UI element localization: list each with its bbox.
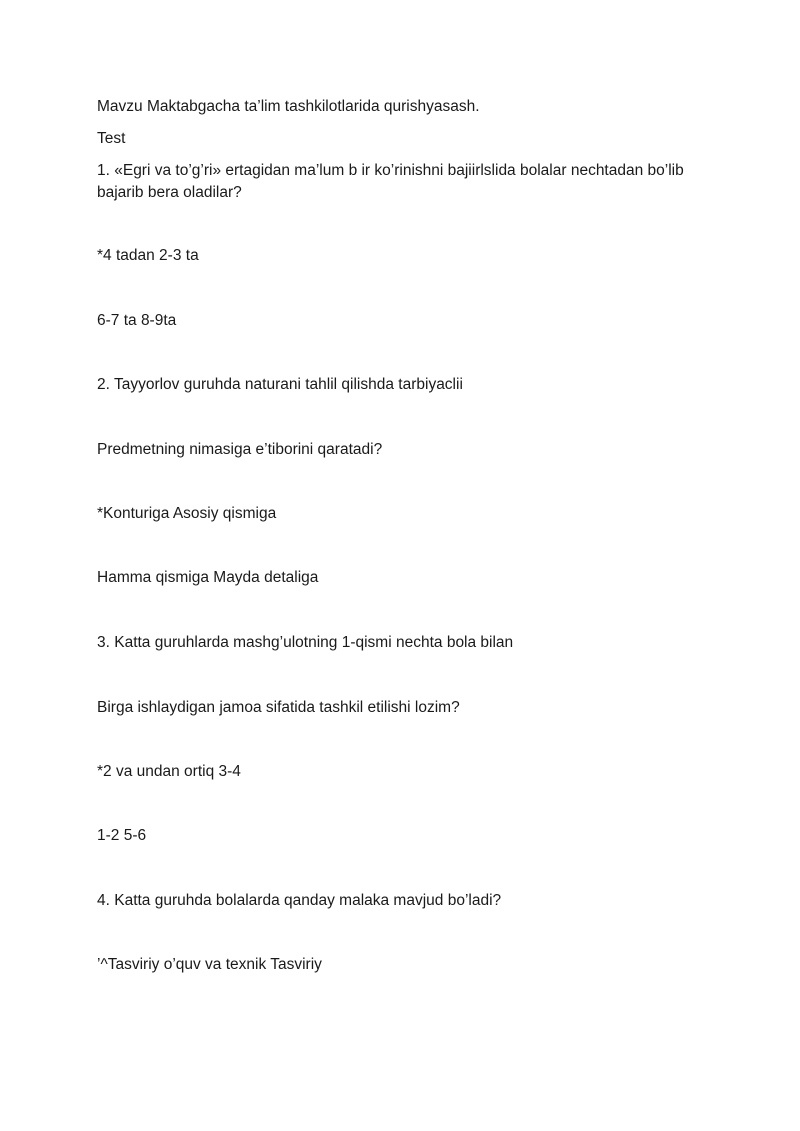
answer-line: 1-2 5-6 xyxy=(97,827,147,844)
answer-line: ’^Tasviriy o’quv va texnik Tasviriy xyxy=(97,956,322,973)
question-line: Predmetning nimasiga e’tiborini qaratadi? xyxy=(97,441,383,458)
document-title: Mavzu Maktabgacha ta’lim tashkilotlarida qurishyasash. xyxy=(97,98,480,115)
answer-line: Hamma qismiga Mayda detaliga xyxy=(97,569,319,586)
question-2: 2. Tayyorlov guruhda naturani tahlil qilishda tarbiyaclii xyxy=(97,376,463,393)
question-3: 3. Katta guruhlarda mashg’ulotning 1-qismi nechta bola bilan xyxy=(97,634,514,651)
question-1: 1. «Egri va to’g’ri» ertagidan ma’lum b ir ko’rinishni bajiirlslida bolalar nechtadan bo’lib bajarib bera oladilar? xyxy=(97,162,689,201)
document-subtitle: Test xyxy=(97,130,126,147)
question-line: Birga ishlaydigan jamoa sifatida tashkil etilishi lozim? xyxy=(97,699,460,716)
answer-line: *2 va undan ortiq 3-4 xyxy=(97,763,241,780)
answer-line: *Konturiga Asosiy qismiga xyxy=(97,505,277,522)
answer-line: *4 tadan 2-3 ta xyxy=(97,247,199,264)
answer-line: 6-7 ta 8-9ta xyxy=(97,312,177,329)
question-4: 4. Katta guruhda bolalarda qanday malaka mavjud bo’ladi? xyxy=(97,892,502,909)
